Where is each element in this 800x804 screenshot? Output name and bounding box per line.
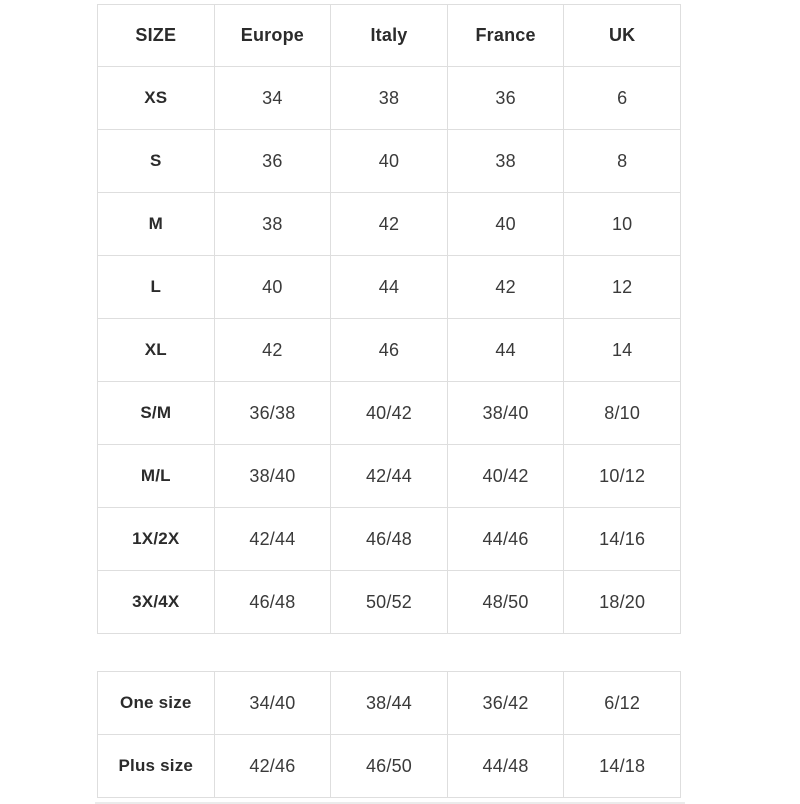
size-value-cell: 6 — [564, 67, 681, 130]
table-row — [98, 67, 681, 130]
size-value-cell: 38/40 — [447, 382, 564, 445]
column-header-italy: Italy — [331, 5, 448, 67]
column-header-uk: UK — [564, 5, 681, 67]
size-value-cell: 42 — [447, 256, 564, 319]
size-value-cell: 8 — [564, 130, 681, 193]
size-value-cell: 40/42 — [331, 382, 448, 445]
size-value-cell: 34/40 — [214, 672, 331, 735]
column-header-size: SIZE — [98, 5, 215, 67]
size-value-cell: 46/48 — [331, 508, 448, 571]
size-value-cell: 44 — [447, 319, 564, 382]
size-value-cell: 18/20 — [564, 571, 681, 634]
special-table-body — [98, 672, 681, 798]
size-value-cell: 38 — [447, 130, 564, 193]
row-size-label: XS — [98, 67, 215, 130]
size-value-cell: 10/12 — [564, 445, 681, 508]
table-row — [98, 130, 681, 193]
size-value-cell: 40 — [331, 130, 448, 193]
table-row — [98, 319, 681, 382]
size-value-cell: 44 — [331, 256, 448, 319]
size-value-cell: 44/46 — [447, 508, 564, 571]
row-size-label: M — [98, 193, 215, 256]
size-conversion-special-table — [97, 671, 681, 798]
header-row — [98, 5, 681, 67]
table-row — [98, 508, 681, 571]
size-value-cell: 38/40 — [214, 445, 331, 508]
size-value-cell: 34 — [214, 67, 331, 130]
size-conversion-main-table — [97, 4, 681, 634]
table-gap — [97, 634, 683, 671]
size-value-cell: 40/42 — [447, 445, 564, 508]
size-value-cell: 42 — [214, 319, 331, 382]
size-value-cell: 42/46 — [214, 735, 331, 798]
row-size-label: XL — [98, 319, 215, 382]
size-value-cell: 14/16 — [564, 508, 681, 571]
size-value-cell: 6/12 — [564, 672, 681, 735]
size-value-cell: 46/50 — [331, 735, 448, 798]
row-size-label: Plus size — [98, 735, 215, 798]
size-value-cell: 8/10 — [564, 382, 681, 445]
column-header-europe: Europe — [214, 5, 331, 67]
size-value-cell: 10 — [564, 193, 681, 256]
size-value-cell: 50/52 — [331, 571, 448, 634]
row-size-label: 3X/4X — [98, 571, 215, 634]
row-size-label: M/L — [98, 445, 215, 508]
size-value-cell: 46 — [331, 319, 448, 382]
table-row — [98, 571, 681, 634]
size-value-cell: 14 — [564, 319, 681, 382]
size-table-header — [98, 5, 681, 67]
size-value-cell: 42 — [331, 193, 448, 256]
column-header-france: France — [447, 5, 564, 67]
size-value-cell: 36 — [214, 130, 331, 193]
table-row — [98, 193, 681, 256]
size-value-cell: 38 — [331, 67, 448, 130]
size-value-cell: 12 — [564, 256, 681, 319]
size-value-cell: 40 — [214, 256, 331, 319]
size-value-cell: 46/48 — [214, 571, 331, 634]
row-size-label: S/M — [98, 382, 215, 445]
size-value-cell: 44/48 — [447, 735, 564, 798]
size-value-cell: 36/42 — [447, 672, 564, 735]
size-value-cell: 40 — [447, 193, 564, 256]
size-value-cell: 42/44 — [214, 508, 331, 571]
size-value-cell: 38 — [214, 193, 331, 256]
table-row — [98, 382, 681, 445]
size-value-cell: 38/44 — [331, 672, 448, 735]
size-value-cell: 36/38 — [214, 382, 331, 445]
table-row — [98, 445, 681, 508]
size-table-body — [98, 67, 681, 634]
size-value-cell: 36 — [447, 67, 564, 130]
row-size-label: L — [98, 256, 215, 319]
size-value-cell: 14/18 — [564, 735, 681, 798]
table-row — [98, 735, 681, 798]
table-row — [98, 256, 681, 319]
size-value-cell: 42/44 — [331, 445, 448, 508]
size-value-cell: 48/50 — [447, 571, 564, 634]
row-size-label: 1X/2X — [98, 508, 215, 571]
table-row — [98, 672, 681, 735]
row-size-label: S — [98, 130, 215, 193]
row-size-label: One size — [98, 672, 215, 735]
size-conversion-chart — [97, 4, 683, 804]
